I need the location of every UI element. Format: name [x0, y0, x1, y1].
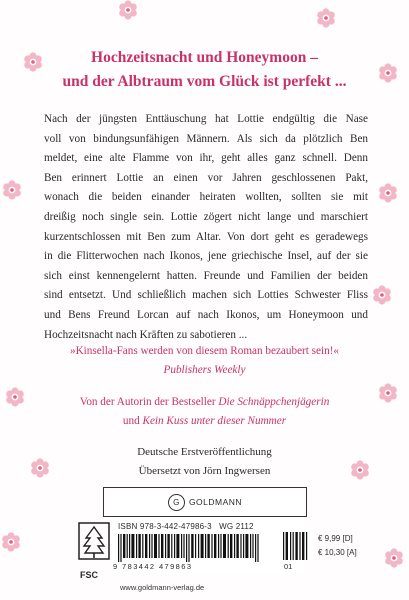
blurb-line: und Bens Freund Lorcan auf nach Ikonos, um Honeymoon und — [44, 308, 368, 321]
bestseller-note — [30, 393, 379, 431]
isbn-line — [118, 522, 254, 531]
publisher-logo-icon: G — [168, 494, 185, 511]
blurb-line: in die Flitterwochen nach Ikonos, jene griechische Insel, auf der sie — [44, 250, 368, 263]
flower-icon — [378, 63, 398, 83]
warengruppe: WG 2112 — [219, 522, 254, 531]
blurb-line: meldet, eine alte Flamme von ihr, geht alles ganz schnell. Denn — [44, 152, 368, 165]
flower-icon — [5, 387, 25, 407]
blurb-line: sind entsetzt. Und schließlich machen sich Lotties Schwester Fliss — [44, 289, 368, 302]
translator-note: Übersetzt von Jörn Ingwersen — [138, 464, 271, 477]
review-quote — [30, 342, 379, 380]
bestseller-and: und — [122, 415, 143, 427]
price-austria: € 10,30 [A] — [318, 548, 357, 557]
fsc-label: FSC — [80, 570, 98, 580]
flower-icon — [1, 532, 21, 552]
ean-number: 9 783442 479863 — [113, 562, 193, 571]
price-germany: € 9,99 [D] — [318, 534, 353, 543]
publisher-name: GOLDMANN — [188, 497, 243, 507]
barcode-bars — [118, 534, 278, 562]
headline-line-2: und der Albtraum vom Glück ist perfekt ... — [62, 73, 347, 90]
review-source: Publishers Weekly — [163, 364, 246, 376]
blurb-text — [44, 110, 368, 345]
review-text: »Kinsella-Fans werden von diesem Roman bezaubert sein!« — [69, 345, 340, 357]
flower-icon — [384, 548, 404, 568]
barcode-addon-bars — [283, 530, 309, 560]
flower-icon — [378, 383, 398, 403]
publisher-website: www.goldmann-verlag.de — [120, 583, 205, 592]
blurb-line: Hochzeitsnacht nach Kräften zu sabotieren ... — [44, 328, 248, 341]
flower-icon — [118, 0, 138, 20]
blurb-line: kurzentschlossen mit Ben zum Altar. Von dort geht es geradewegs — [44, 230, 368, 243]
bestseller-title-2: Kein Kuss unter dieser Nummer — [142, 415, 287, 427]
bestseller-title-1: Die Schnäppchenjägerin — [218, 396, 330, 408]
flower-icon — [316, 8, 336, 28]
first-edition-note: Deutsche Erstveröffentlichung — [137, 446, 272, 458]
publisher-logo — [103, 487, 307, 517]
blurb-line: dreißig noch single sein. Lottie zögert nicht lange und marschiert — [44, 210, 368, 223]
blurb-line: voll von bindungsunfähigen Männern. Als sich da plötzlich Ben — [44, 132, 368, 145]
flower-icon — [378, 183, 398, 203]
blurb-line: Ben erinnert Lottie an einen vor Jahren geschlossenen Pakt, — [44, 171, 368, 184]
blurb-line: wonach die beiden einander heiraten wollten, sollten sie mit — [44, 191, 368, 204]
price-box — [318, 532, 357, 560]
headline — [30, 46, 379, 94]
flower-icon — [2, 180, 22, 200]
fsc-tree-icon — [78, 522, 110, 570]
flower-icon — [372, 285, 392, 305]
edition-notes — [30, 443, 379, 480]
isbn-number: 978-3-442-47986-3 — [139, 522, 212, 531]
blurb-line: sich einst kennengelernt hatten. Freunde und Familien der beiden — [44, 269, 368, 282]
bestseller-prefix: Von der Autorin der Bestseller — [79, 396, 219, 408]
headline-line-1: Hochzeitsnacht und Honeymoon – — [91, 49, 318, 66]
barcode-addon-number: 01 — [284, 562, 293, 571]
blurb-line: Nach der jüngsten Enttäuschung hat Lottie endgültig die Nase — [44, 113, 368, 125]
isbn-prefix: ISBN — [118, 522, 138, 531]
